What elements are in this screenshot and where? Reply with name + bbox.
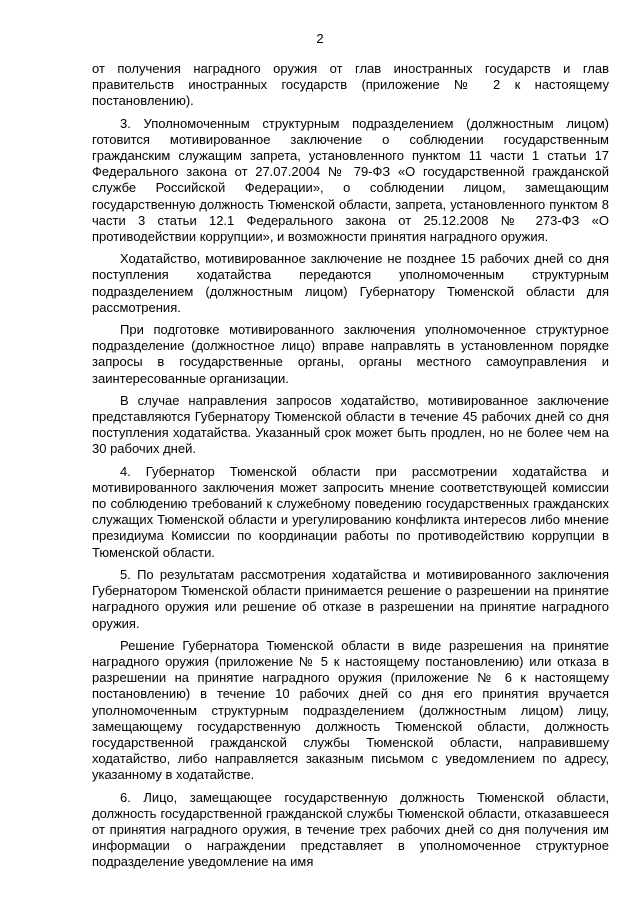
paragraph-item-5: 5. По результатам рассмотрения ходатайства и мотивированного заключения Губернатором Тюменской области принимается решение о разрешении на принятие наградного оружия или решение об отказе в разрешении на принятие наградного оружия.	[92, 566, 609, 631]
paragraph-requests: При подготовке мотивированного заключения уполномоченное структурное подразделение (должностное лицо) вправе направлять в установленном порядке запросы в государственные органы, органы местного самоуправления и заинтересованные организации.	[92, 322, 609, 386]
document-body	[92, 61, 609, 871]
paragraph-requests-deadline: В случае направления запросов ходатайство, мотивированное заключение представляются Губернатору Тюменской области в течение 45 рабочих дней со дня поступления ходатайства. Указанный срок может быть продлен, но не более чем на 30 рабочих дней.	[92, 392, 609, 457]
paragraph-petition-deadline: Ходатайство, мотивированное заключение не позднее 15 рабочих дней со дня поступления ходатайства передаются уполномоченным структурным подразделением (должностным лицом) Губернатору Тюменской области для рассмотрения.	[92, 251, 609, 315]
paragraph-item-4: 4. Губернатор Тюменской области при рассмотрении ходатайства и мотивированного заключения может запросить мнение соответствующей комиссии по соблюдению требований к служебному поведению государственных гражданских служащих Тюменской области и урегулированию конфликта интересов либо мнение президиума Комиссии по координации работы по противодействию коррупции в Тюменской области.	[92, 463, 609, 560]
paragraph-item-3: 3. Уполномоченным структурным подразделением (должностным лицом) готовится мотивированное заключение о соблюдении государственным гражданским служащим запрета, установленного пунктом 11 части 1 статьи 17 Федерального закона от 27.07.2004 № 79-ФЗ «О государственной гражданской службе Российской Федерации», о соблюдении лицом, замещающим государственную должность Тюменской области, запрета, установленного пунктом 8 части 3 статьи 12.1 Федерального закона от 25.12.2008 № 273-ФЗ «О противодействии коррупции», и возможности принятия наградного оружия.	[92, 115, 609, 245]
paragraph-item-6: 6. Лицо, замещающее государственную должность Тюменской области, должность государственной гражданской службы Тюменской области, отказавшееся от принятия наградного оружия, в течение трех рабочих дней со дня получения им информации о награждении представляет в уполномоченное структурное подразделение уведомление на имя	[92, 789, 609, 870]
paragraph-decision: Решение Губернатора Тюменской области в виде разрешения на принятие наградного оружия (приложение № 5 к настоящему постановлению) или отказа в разрешении на принятие наградного оружия (приложение № 6 к настоящему постановлению) в течение 10 рабочих дней со дня его принятия вручается уполномоченным структурным подразделением (должностным лицом) лицу, замещающему государственную должность Тюменской области, должность государственной гражданской службы Тюменской области, направившему ходатайство, либо направляется заказным письмом с уведомлением по адресу, указанному в ходатайстве.	[92, 637, 609, 783]
paragraph-continuation: от получения наградного оружия от глав иностранных государств и глав правительств иностранных государств (приложение № 2 к настоящему постановлению).	[92, 61, 609, 109]
page-number: 2	[316, 31, 324, 46]
